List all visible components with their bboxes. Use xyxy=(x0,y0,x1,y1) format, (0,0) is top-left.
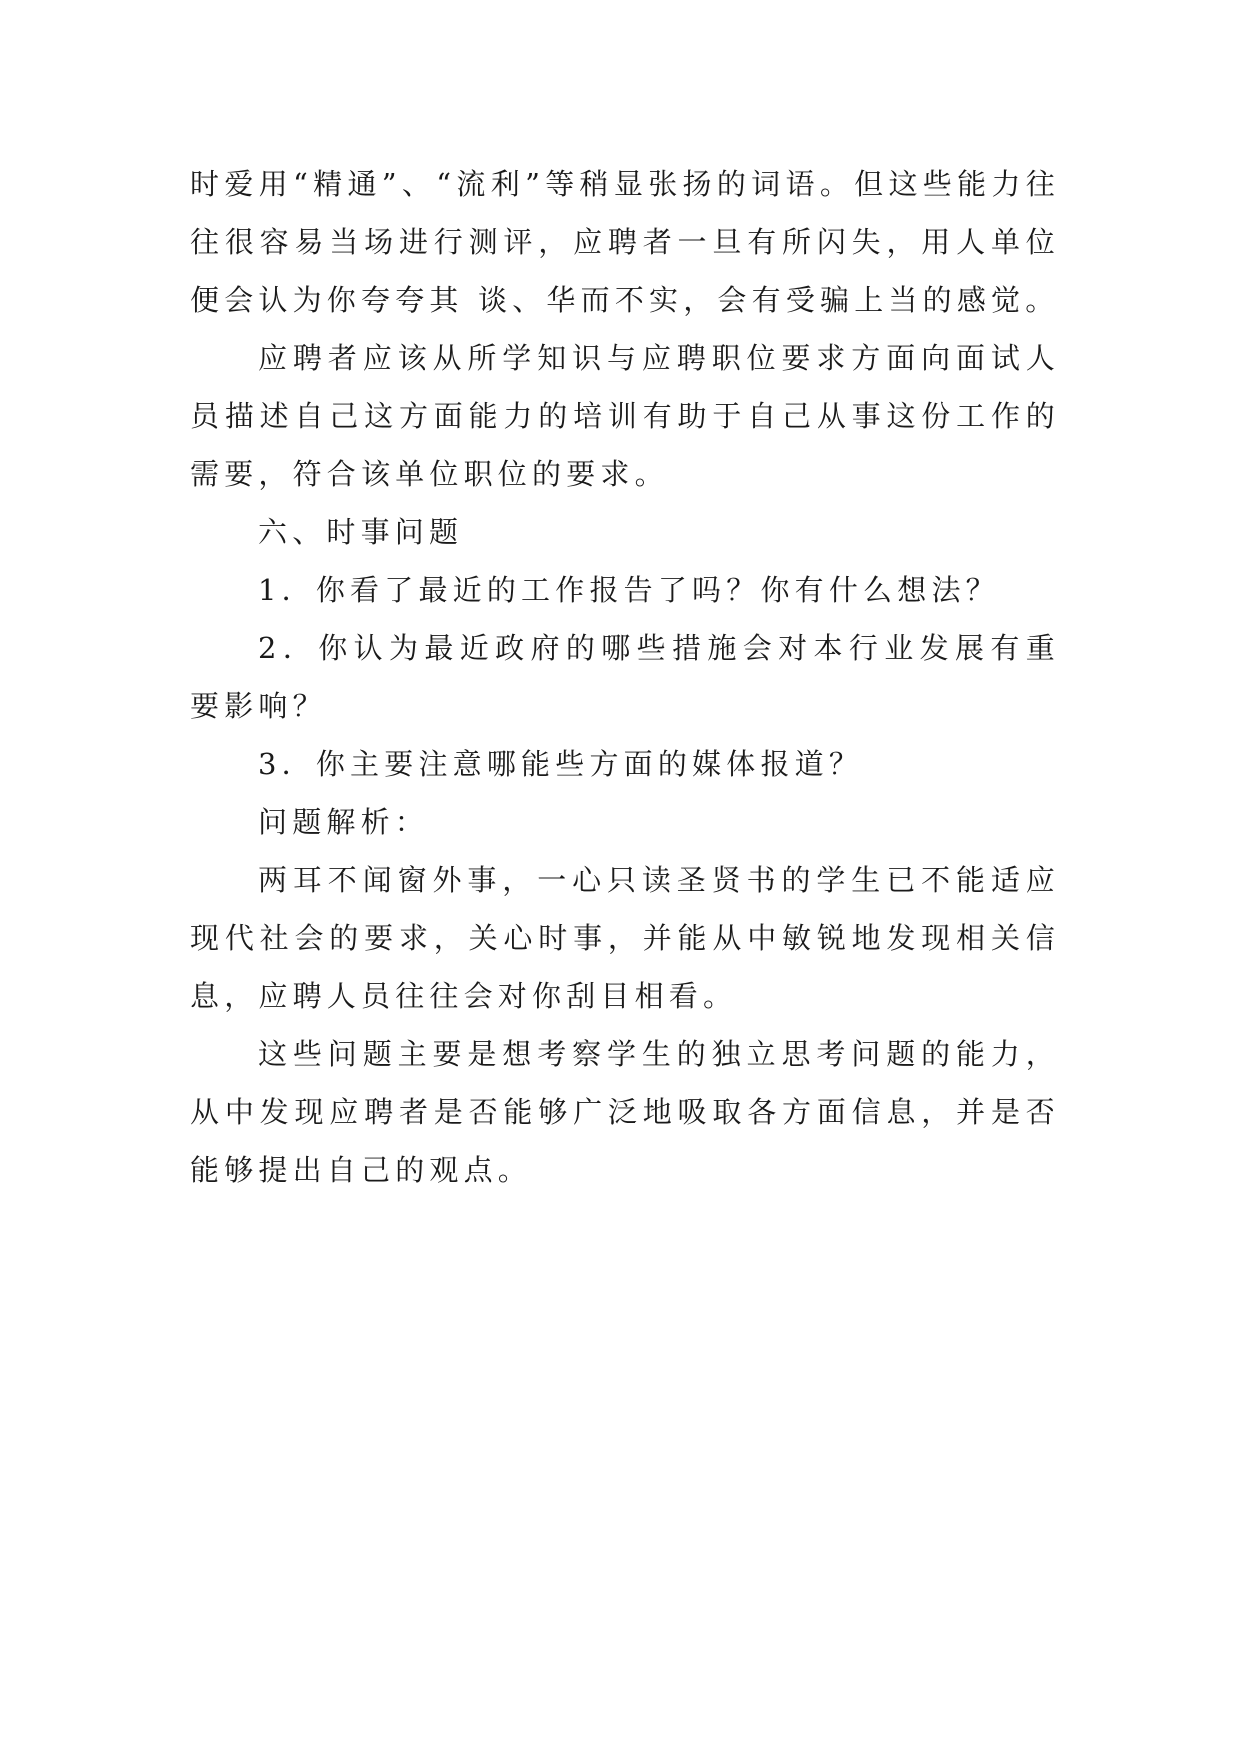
question-item-2: 2．你认为最近政府的哪些措施会对本行业发展有重要影响？ xyxy=(190,631,1060,723)
section-heading-current-affairs: 六、时事问题 xyxy=(258,515,464,549)
question-item-3: 3．你主要注意哪能些方面的媒体报道？ xyxy=(258,747,864,781)
analysis-heading: 问题解析： xyxy=(258,805,430,839)
question-item-1: 1．你看了最近的工作报告了吗？你有什么想法？ xyxy=(258,573,1000,607)
analysis-paragraph-1: 两耳不闻窗外事，一心只读圣贤书的学生已不能适应现代社会的要求，关心时事，并能从中敏锐地发现相关信息，应聘人员往往会对你刮目相看。 xyxy=(190,863,1060,1013)
analysis-paragraph-2: 这些问题主要是想考察学生的独立思考问题的能力，从中发现应聘者是否能够广泛地吸取各方面信息，并是否能够提出自己的观点。 xyxy=(190,1037,1060,1187)
document-body xyxy=(190,155,1060,1199)
paragraph-continued: 时爱用“精通”、“流利”等稍显张扬的词语。但这些能力往往很容易当场进行测评，应聘者一旦有所闪失，用人单位便会认为你夸夸其 谈、华而不实，会有受骗上当的感觉。 xyxy=(190,167,1060,317)
paragraph-advice: 应聘者应该从所学知识与应聘职位要求方面向面试人员描述自己这方面能力的培训有助于自己从事这份工作的需要，符合该单位职位的要求。 xyxy=(190,341,1060,491)
